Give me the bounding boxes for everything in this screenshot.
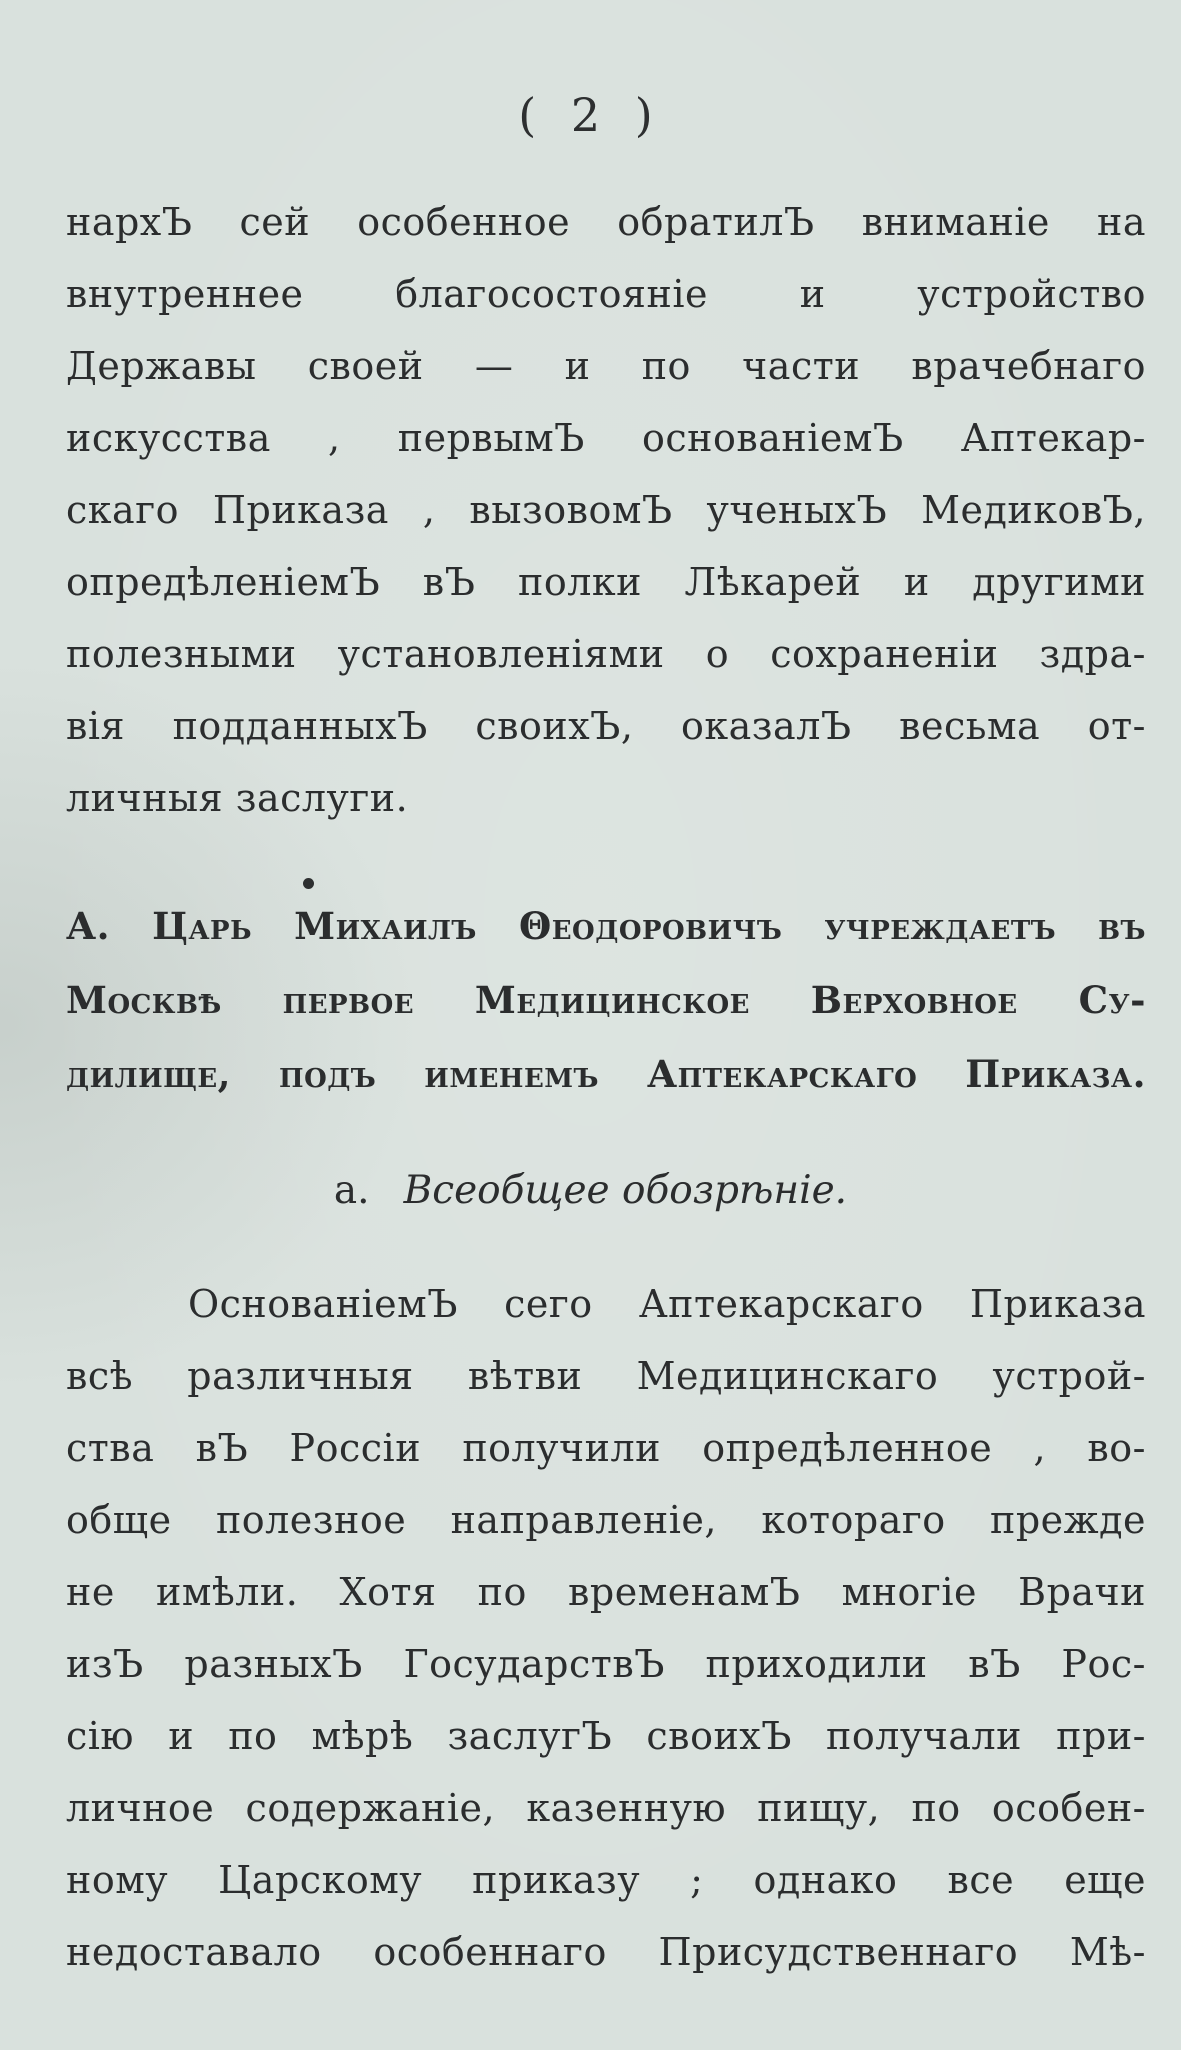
text-line: нархЪ сей особенное обратилЪ вниманіе на xyxy=(66,200,1146,244)
text-line: искусства , первымЪ основаніемЪ Аптекар- xyxy=(66,416,1146,460)
page-number: ( 2 ) xyxy=(518,88,663,142)
subsection-letter: а. xyxy=(333,1168,370,1213)
heading-line: дилище, подъ именемъ Аптекарскаго Приказа. xyxy=(66,1052,1146,1096)
text-line: ному Царскому приказу ; однако все еще xyxy=(66,1858,1146,1902)
subsection-heading xyxy=(0,1168,1181,1213)
text-line: изЪ разныхЪ ГосударствЪ приходили вЪ Рос- xyxy=(66,1642,1146,1686)
subsection-title: Всеобщее обозрѣніе. xyxy=(403,1168,848,1213)
text-line: ства вЪ Россіи получили опредѣленное , во- xyxy=(66,1426,1146,1470)
text-line: сію и по мѣрѣ заслугЪ своихЪ получали при- xyxy=(66,1714,1146,1758)
text-line: скаго Приказа , вызовомЪ ученыхЪ МедиковЪ, xyxy=(66,488,1146,532)
text-line: опредѣленіемЪ вЪ полки Лѣкарей и другими xyxy=(66,560,1146,604)
text-line: личныя заслуги. xyxy=(66,776,409,820)
text-line: не имѣли. Хотя по временамЪ многіе Врачи xyxy=(66,1570,1146,1614)
text-line: вія подданныхЪ своихЪ, оказалЪ весьма от- xyxy=(66,704,1146,748)
heading-line: А. Царь Михаилъ Θеодоровичъ учреждаетъ въ xyxy=(66,904,1146,948)
heading-line: Москвѣ первое Медицинское Верховное Су- xyxy=(66,978,1146,1022)
text-line: недоставало особеннаго Присудственнаго Мѣ- xyxy=(66,1930,1146,1974)
ink-dot-mark xyxy=(303,878,314,889)
text-line: внутреннее благосостояніе и устройство xyxy=(66,272,1146,316)
text-line: полезными установленіями о сохраненіи здра- xyxy=(66,632,1146,676)
text-line: обще полезное направленіе, котораго прежде xyxy=(66,1498,1146,1542)
text-line: личное содержаніе, казенную пищу, по особен- xyxy=(66,1786,1146,1830)
text-line: Державы своей — и по части врачебнаго xyxy=(66,344,1146,388)
text-line: ОснованіемЪ сего Аптекарскаго Приказа xyxy=(188,1282,1146,1326)
text-line: всѣ различныя вѣтви Медицинскаго устрой- xyxy=(66,1354,1146,1398)
